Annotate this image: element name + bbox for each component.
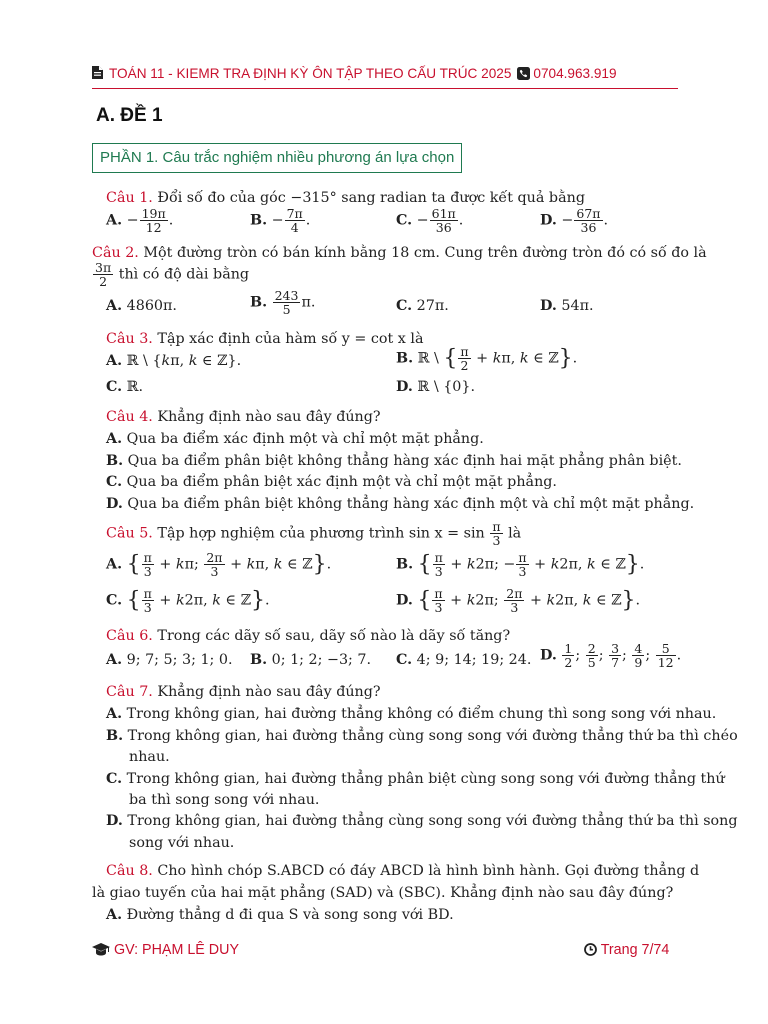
question-3 [106, 331, 423, 347]
phone-icon [517, 67, 530, 80]
q3-option-d[interactable]: D. ℝ \ {0}. [396, 379, 476, 395]
q2-option-b[interactable]: B. $\frac{243}{5}$ π. [250, 288, 316, 318]
question-number: Câu 8. [106, 863, 153, 879]
q1-option-a[interactable]: A. − $\frac{19\pi}{12}$ . [106, 206, 174, 236]
question-8 [106, 863, 699, 879]
part-title-box [92, 143, 462, 173]
q3-option-a[interactable]: A. ℝ \ {kπ, k ∈ ℤ}. [106, 353, 242, 369]
graduation-cap-icon [92, 943, 110, 956]
question-text: Khẳng định nào sau đây đúng? [157, 684, 381, 700]
question-text: Tập xác định của hàm số y = cot x là [157, 331, 424, 347]
question-number: Câu 5. [106, 525, 153, 542]
question-text: Tập hợp nghiệm của phương trình sin x = sin [157, 525, 485, 542]
document-icon [92, 66, 103, 79]
q1-option-d[interactable]: D. − $\frac{67\pi}{36}$ . [540, 206, 609, 236]
question-text: Một đường tròn có bán kính bằng 18 cm. Cung trên đường tròn đó có số đo là [143, 245, 707, 261]
question-number: Câu 4. [106, 409, 153, 425]
question-number: Câu 7. [106, 684, 153, 700]
q1-option-c[interactable]: C. − $\frac{61\pi}{36}$ . [396, 206, 464, 236]
q3-option-b[interactable]: B. ℝ \ { $\frac{\pi}{2}$ + kπ, k ∈ ℤ}. [396, 344, 578, 374]
question-number: Câu 3. [106, 331, 153, 347]
question-number: Câu 1. [106, 190, 153, 206]
section-title: A. ĐỀ 1 [96, 105, 163, 126]
part-title: PHẦN 1. Câu trắc nghiệm nhiều phương án lựa chọn [100, 149, 455, 166]
question-6 [106, 628, 510, 644]
q7-option-b[interactable]: B. Trong không gian, hai đường thẳng cùng song song với đường thẳng thứ ba thì chéo [106, 728, 738, 744]
q7-option-c[interactable]: C. Trong không gian, hai đường thẳng phân biệt cùng song song với đường thẳng thứ [106, 771, 725, 787]
q2-option-c[interactable]: C. 27π. [396, 298, 449, 314]
question-text: Đổi số đo của góc −315° sang radian ta được kết quả bằng [157, 190, 585, 206]
q6-option-d[interactable]: D. $\frac{1}{2}$ ; $\frac{2}{5}$ ; $\frac{3}{7}$ ; $\frac{4}{9}$ ; $\frac{5}{12}$ . [540, 641, 682, 671]
question-text-cont: là giao tuyến của hai mặt phẳng (SAD) và (SBC). Khẳng định nào sau đây đúng? [92, 885, 674, 901]
q4-option-c[interactable]: C. Qua ba điểm phân biệt xác định một và chỉ một mặt phẳng. [106, 474, 557, 490]
question-2 [92, 245, 707, 261]
q3-option-c[interactable]: C. ℝ. [106, 379, 144, 395]
q6-option-a[interactable]: A. 9; 7; 5; 3; 1; 0. [106, 652, 233, 668]
q5-option-c[interactable]: C. { $\frac{\pi}{3}$ + k2π, k ∈ ℤ}. [106, 586, 270, 616]
q6-option-b[interactable]: B. 0; 1; 2; −3; 7. [250, 652, 372, 668]
q5-option-b[interactable]: B. { $\frac{\pi}{3}$ + k2π; − $\frac{\pi}{3}$ + k2π, k ∈ ℤ}. [396, 550, 645, 580]
header-phone: 0704.963.919 [533, 66, 617, 81]
question-4 [106, 409, 381, 425]
clock-icon [584, 943, 597, 956]
question-text: Cho hình chóp S.ABCD có đáy ABCD là hình bình hành. Gọi đường thẳng d [157, 863, 700, 879]
question-text-cont: là [508, 525, 522, 542]
q7-option-d-cont: song với nhau. [129, 835, 235, 851]
q5-option-a[interactable]: A. { $\frac{\pi}{3}$ + kπ; $\frac{2\pi}{3}$ + kπ, k ∈ ℤ}. [106, 550, 332, 580]
q4-option-d[interactable]: D. Qua ba điểm phân biệt không thẳng hàng xác định một và chỉ một mặt phẳng. [106, 496, 695, 512]
q7-option-b-cont: nhau. [129, 749, 170, 765]
q6-option-c[interactable]: C. 4; 9; 14; 19; 24. [396, 652, 532, 668]
footer-author [92, 942, 239, 958]
q4-option-b[interactable]: B. Qua ba điểm phân biệt không thẳng hàng xác định hai mặt phẳng phân biệt. [106, 453, 682, 469]
q8-option-a[interactable]: A. Đường thẳng d đi qua S và song song với BD. [106, 907, 454, 923]
page-number: Trang 7/74 [600, 942, 670, 958]
page-header [92, 66, 678, 89]
question-text: Trong các dãy số sau, dãy số nào là dãy số tăng? [157, 628, 511, 644]
question-5: Câu 5. Tập hợp nghiệm của phương trình sin x = sin $\frac{\pi}{3}$ là [106, 519, 522, 549]
question-text-cont: thì có độ dài bằng [118, 266, 250, 283]
question-text: Khẳng định nào sau đây đúng? [157, 409, 381, 425]
q7-option-c-cont: ba thì song song với nhau. [129, 792, 320, 808]
q5-option-d[interactable]: D. { $\frac{\pi}{3}$ + k2π; $\frac{2\pi}{3}$ + k2π, k ∈ ℤ}. [396, 586, 641, 616]
q2-option-a[interactable]: A. 4860π. [106, 298, 177, 314]
footer-page [584, 942, 669, 958]
q7-option-d[interactable]: D. Trong không gian, hai đường thẳng cùng song song với đường thẳng thứ ba thì song [106, 813, 738, 829]
question-number: Câu 2. [92, 245, 139, 261]
header-title: TOÁN 11 - KIEMR TRA ĐỊNH KỲ ÔN TẬP THEO CẤU TRÚC 2025 [109, 66, 512, 81]
q2-option-d[interactable]: D. 54π. [540, 298, 594, 314]
question-1 [106, 190, 585, 206]
question-7 [106, 684, 381, 700]
question-8-line2 [92, 885, 673, 901]
question-number: Câu 6. [106, 628, 153, 644]
author-name: GV: PHẠM LÊ DUY [113, 942, 239, 958]
question-2-line2: $\frac{3\pi}{2}$ thì có độ dài bằng [95, 260, 250, 290]
q4-option-a[interactable]: A. Qua ba điểm xác định một và chỉ một mặt phẳng. [106, 431, 484, 447]
q7-option-a[interactable]: A. Trong không gian, hai đường thẳng không có điểm chung thì song song với nhau. [106, 706, 717, 722]
q1-option-b[interactable]: B. − $\frac{7\pi}{4}$ . [250, 206, 311, 236]
